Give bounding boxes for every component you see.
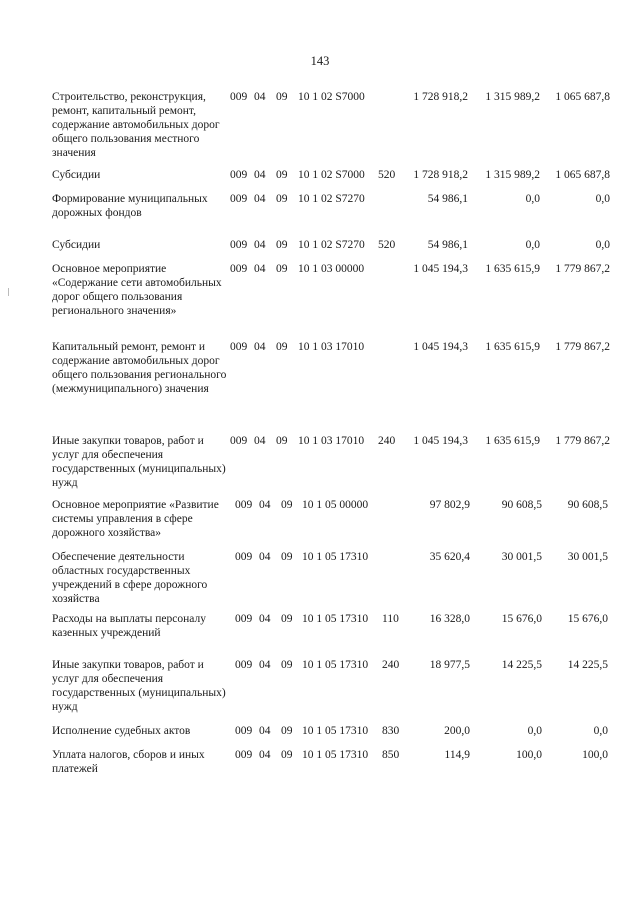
amount-year-2: 1 635 615,9: [485, 435, 540, 447]
amount-year-3: 90 608,5: [567, 499, 608, 511]
ministry-code: 009: [235, 551, 253, 563]
subsection-code: 09: [281, 613, 293, 625]
section-code: 04: [259, 659, 271, 671]
amount-year-3: 0,0: [593, 725, 608, 737]
section-code: 04: [254, 91, 266, 103]
amount-year-2: 15 676,0: [501, 613, 542, 625]
target-item-code: 10 1 05 17310: [302, 725, 369, 737]
expense-item-name: Иные закупки товаров, работ и услуг для обеспечения государственных (муниципальных) нужд: [52, 435, 226, 489]
amount-year-2: 30 001,5: [501, 551, 542, 563]
amount-year-1: 18 977,5: [429, 659, 470, 671]
section-code: 04: [259, 749, 271, 761]
section-code: 04: [259, 499, 271, 511]
ministry-code: 009: [230, 341, 248, 353]
amount-year-1: 54 986,1: [427, 193, 468, 205]
subsection-code: 09: [281, 725, 293, 737]
amount-year-3: 15 676,0: [567, 613, 608, 625]
table-row: [0, 340, 640, 396]
amount-year-1: 1 728 918,2: [413, 91, 468, 103]
expense-type-code: 240: [378, 435, 396, 447]
amount-year-2: 1 315 989,2: [485, 91, 540, 103]
expense-type-code: 520: [378, 239, 396, 251]
amount-year-3: 1 779 867,2: [555, 341, 610, 353]
subsection-code: 09: [276, 263, 288, 275]
amount-year-1: 1 045 194,3: [413, 263, 468, 275]
expense-item-name: Основное мероприятие «Содержание сети автомобильных дорог общего пользования регионального значения»: [52, 263, 222, 317]
subsection-code: 09: [281, 659, 293, 671]
expense-type-code: 850: [382, 749, 400, 761]
table-row: [0, 658, 640, 714]
amount-year-1: 16 328,0: [429, 613, 470, 625]
expense-item-name: Формирование муниципальных дорожных фондов: [52, 193, 208, 219]
ministry-code: 009: [230, 193, 248, 205]
subsection-code: 09: [276, 341, 288, 353]
subsection-code: 09: [281, 749, 293, 761]
amount-year-2: 14 225,5: [501, 659, 542, 671]
ministry-code: 009: [235, 725, 253, 737]
amount-year-1: 97 802,9: [429, 499, 470, 511]
subsection-code: 09: [276, 435, 288, 447]
table-row: [0, 550, 640, 606]
target-item-code: 10 1 03 17010: [298, 341, 365, 353]
expense-type-code: 830: [382, 725, 400, 737]
target-item-code: 10 1 02 S7000: [298, 91, 365, 103]
table-row: [0, 192, 640, 220]
table-row: [0, 748, 640, 776]
table-row: [0, 238, 640, 252]
amount-year-2: 0,0: [525, 193, 540, 205]
ministry-code: 009: [235, 613, 253, 625]
table-row: [0, 168, 640, 182]
subsection-code: 09: [276, 239, 288, 251]
ministry-code: 009: [230, 91, 248, 103]
expense-item-name: Уплата налогов, сборов и иных платежей: [52, 749, 205, 775]
section-code: 04: [259, 613, 271, 625]
ministry-code: 009: [235, 749, 253, 761]
subsection-code: 09: [281, 551, 293, 563]
ministry-code: 009: [235, 499, 253, 511]
subsection-code: 09: [276, 169, 288, 181]
target-item-code: 10 1 05 17310: [302, 551, 369, 563]
section-code: 04: [254, 193, 266, 205]
amount-year-3: 1 065 687,8: [555, 169, 610, 181]
amount-year-2: 0,0: [527, 725, 542, 737]
subsection-code: 09: [276, 91, 288, 103]
section-code: 04: [254, 239, 266, 251]
ministry-code: 009: [230, 169, 248, 181]
expense-type-code: 110: [382, 613, 399, 625]
amount-year-1: 1 045 194,3: [413, 435, 468, 447]
expense-item-name: Обеспечение деятельности областных государственных учреждений в сфере дорожного хозяйства: [52, 551, 208, 605]
amount-year-2: 1 315 989,2: [485, 169, 540, 181]
expense-item-name: Строительство, реконструкция, ремонт, капитальный ремонт, содержание автомобильных дорог общего пользования местного значения: [52, 91, 220, 159]
amount-year-3: 0,0: [595, 239, 610, 251]
expense-item-name: Исполнение судебных актов: [52, 725, 191, 737]
table-row: [0, 724, 640, 738]
table-row: [0, 90, 640, 160]
ministry-code: 009: [230, 239, 248, 251]
target-item-code: 10 1 03 00000: [298, 263, 365, 275]
subsection-code: 09: [281, 499, 293, 511]
target-item-code: 10 1 05 17310: [302, 659, 369, 671]
amount-year-2: 0,0: [525, 239, 540, 251]
section-code: 04: [259, 725, 271, 737]
amount-year-1: 1 045 194,3: [413, 341, 468, 353]
table-row: [0, 262, 640, 318]
amount-year-2: 90 608,5: [501, 499, 542, 511]
expense-item-name: Иные закупки товаров, работ и услуг для обеспечения государственных (муниципальных) нужд: [52, 659, 226, 713]
amount-year-1: 35 620,4: [429, 551, 470, 563]
target-item-code: 10 1 02 S7270: [298, 239, 365, 251]
expense-item-name: Субсидии: [52, 169, 101, 181]
amount-year-2: 1 635 615,9: [485, 341, 540, 353]
amount-year-1: 200,0: [444, 725, 470, 737]
amount-year-3: 30 001,5: [567, 551, 608, 563]
amount-year-3: 1 779 867,2: [555, 263, 610, 275]
target-item-code: 10 1 05 17310: [302, 749, 369, 761]
section-code: 04: [254, 435, 266, 447]
section-code: 04: [254, 341, 266, 353]
expense-item-name: Капитальный ремонт, ремонт и содержание автомобильных дорог общего пользования регионального (межмуниципального) значения: [52, 341, 227, 395]
amount-year-3: 0,0: [595, 193, 610, 205]
ministry-code: 009: [230, 263, 248, 275]
section-code: 04: [254, 169, 266, 181]
expense-item-name: Субсидии: [52, 239, 101, 251]
section-code: 04: [259, 551, 271, 563]
amount-year-1: 114,9: [444, 749, 470, 761]
ministry-code: 009: [230, 435, 248, 447]
expense-item-name: Расходы на выплаты персоналу казенных учреждений: [52, 613, 206, 639]
amount-year-3: 100,0: [582, 749, 608, 761]
target-item-code: 10 1 05 00000: [302, 499, 369, 511]
target-item-code: 10 1 02 S7270: [298, 193, 365, 205]
target-item-code: 10 1 03 17010: [298, 435, 365, 447]
amount-year-2: 1 635 615,9: [485, 263, 540, 275]
target-item-code: 10 1 05 17310: [302, 613, 369, 625]
expense-item-name: Основное мероприятие «Развитие системы управления в сфере дорожного хозяйства»: [52, 499, 219, 539]
table-row: [0, 612, 640, 640]
amount-year-1: 54 986,1: [427, 239, 468, 251]
amount-year-3: 1 779 867,2: [555, 435, 610, 447]
table-row: [0, 498, 640, 540]
table-row: [0, 434, 640, 490]
expense-type-code: 240: [382, 659, 400, 671]
page-number: 143: [310, 54, 330, 68]
ministry-code: 009: [235, 659, 253, 671]
amount-year-1: 1 728 918,2: [413, 169, 468, 181]
amount-year-3: 1 065 687,8: [555, 91, 610, 103]
amount-year-3: 14 225,5: [567, 659, 608, 671]
target-item-code: 10 1 02 S7000: [298, 169, 365, 181]
expense-type-code: 520: [378, 169, 396, 181]
section-code: 04: [254, 263, 266, 275]
subsection-code: 09: [276, 193, 288, 205]
amount-year-2: 100,0: [516, 749, 542, 761]
